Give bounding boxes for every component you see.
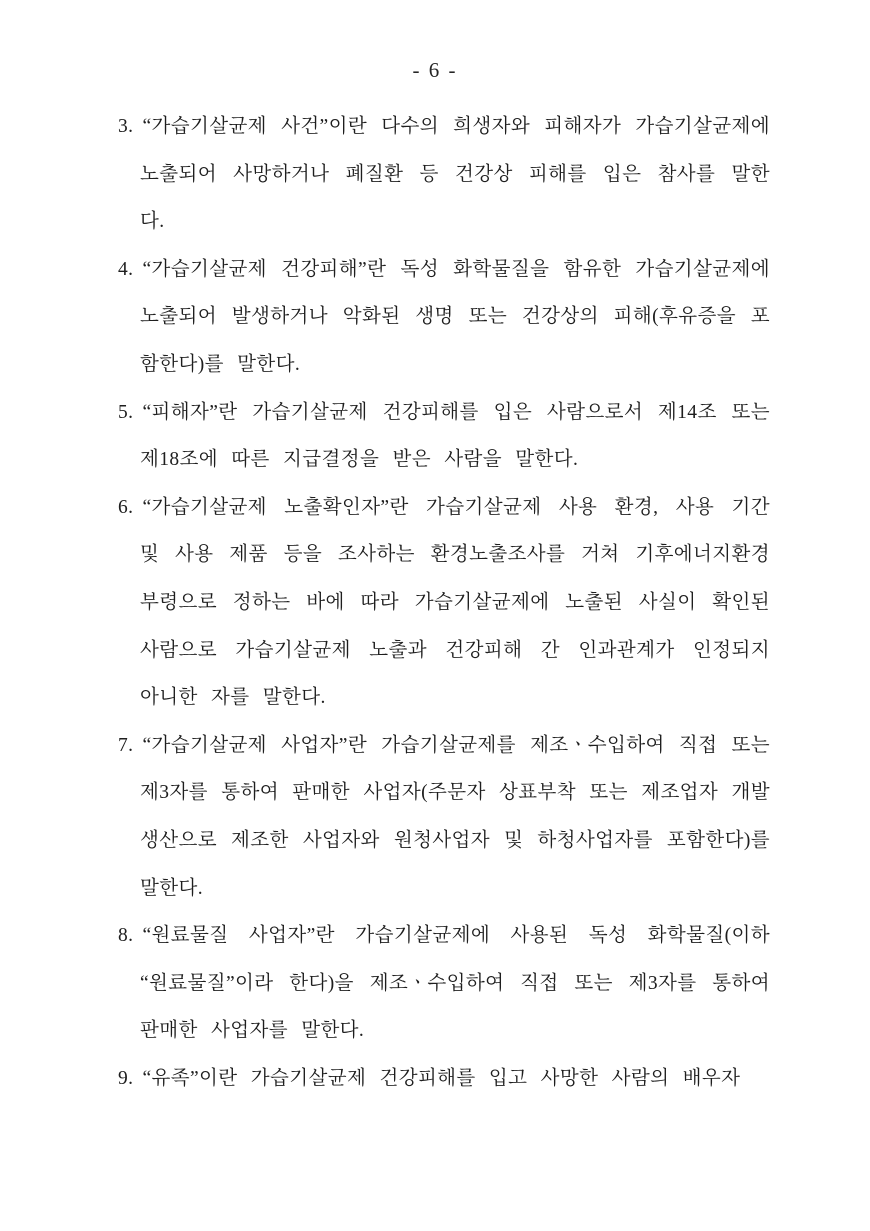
item-text: “피해자”란 가습기살균제 건강피해를 입은 사람으로서 제14조 또는 제18조에 따른 지급결정을 받은 사람을 말한다. — [140, 401, 770, 471]
item-text: “원료물질 사업자”란 가습기살균제에 사용된 독성 화학물질(이하 “원료물질”이라 한다)을 제조ㆍ수입하여 직접 또는 제3자를 통하여 판매한 사업자를 말한다. — [140, 925, 770, 1042]
list-item-7 — [118, 722, 770, 912]
item-number: 5. — [118, 401, 134, 423]
item-text: “가습기살균제 사업자”란 가습기살균제를 제조ㆍ수입하여 직접 또는 제3자를 통하여 판매한 사업자(주문자 상표부착 또는 제조업자 개발생산으로 제조한 사업자와 원청사업자 및 하청사업자를 포함한다)를 말한다. — [140, 734, 770, 899]
item-number: 4. — [118, 258, 134, 280]
page-number: - 6 - — [412, 58, 458, 82]
item-number: 9. — [118, 1067, 134, 1089]
item-number: 7. — [118, 734, 134, 756]
list-item-9 — [118, 1055, 770, 1103]
list-item-6 — [118, 484, 770, 722]
item-number: 8. — [118, 925, 134, 947]
document-body — [118, 103, 770, 1102]
item-text: “유족”이란 가습기살균제 건강피해를 입고 사망한 사람의 배우자 — [142, 1067, 741, 1089]
list-item-4 — [118, 246, 770, 389]
item-text: “가습기살균제 노출확인자”란 가습기살균제 사용 환경, 사용 기간 및 사용 제품 등을 조사하는 환경노출조사를 거쳐 기후에너지환경부령으로 정하는 바에 따라 가습기살균제에 노출된 사실이 확인된 사람으로 가습기살균제 노출과 건강피해 간 인과관계가 인정되지 아니한 자를 말한다. — [140, 496, 770, 709]
list-item-8 — [118, 912, 770, 1055]
item-number: 3. — [118, 116, 134, 137]
item-text: “가습기살균제 건강피해”란 독성 화학물질을 함유한 가습기살균제에 노출되어 발생하거나 악화된 생명 또는 건강상의 피해(후유증을 포함한다)를 말한다. — [140, 258, 770, 375]
item-number: 6. — [118, 496, 134, 518]
item-text: “가습기살균제 사건”이란 다수의 희생자와 피해자가 가습기살균제에 노출되어 사망하거나 폐질환 등 건강상 피해를 입은 참사를 말한다. — [140, 116, 770, 233]
list-item-5 — [118, 389, 770, 484]
list-item-3 — [118, 103, 770, 246]
